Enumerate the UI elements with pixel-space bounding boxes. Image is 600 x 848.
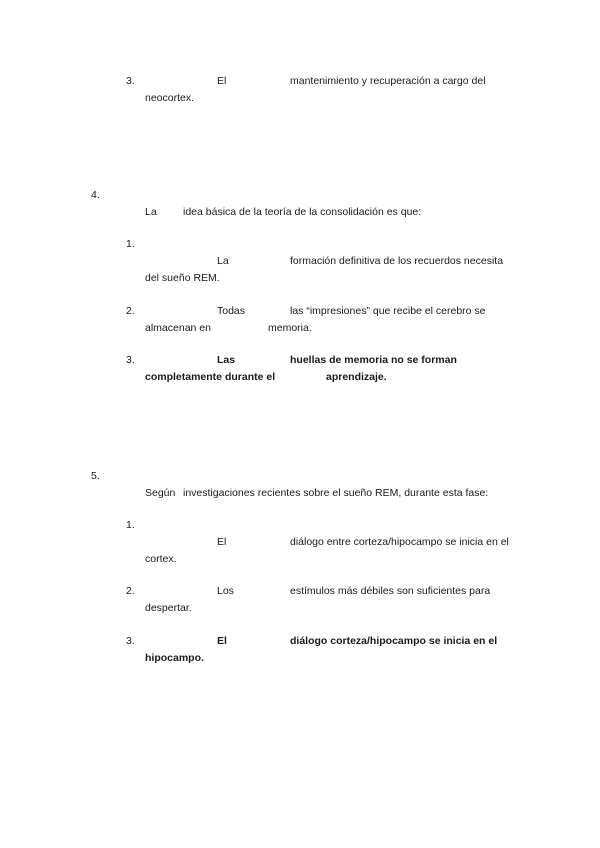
option-text-continued: del sueño REM. xyxy=(145,272,220,284)
option-text-continued-end: aprendizaje. xyxy=(326,371,387,383)
question-number: 4. xyxy=(91,189,100,201)
option-text: diálogo corteza/hipocampo se inicia en el xyxy=(290,635,498,647)
option-number: 1. xyxy=(126,238,135,250)
option-first-word: El xyxy=(217,75,227,87)
question-stem: idea básica de la teoría de la consolidación es que: xyxy=(183,206,422,218)
question-number: 5. xyxy=(91,470,100,482)
option-number: 2. xyxy=(126,305,135,317)
option-text-continued: almacenan en xyxy=(145,322,211,334)
option-number: 3. xyxy=(126,75,135,87)
option-text: mantenimiento y recuperación a cargo del xyxy=(290,75,486,87)
option-number: 3. xyxy=(126,635,135,647)
option-text: formación definitiva de los recuerdos necesita xyxy=(290,255,504,267)
option-number: 3. xyxy=(126,354,135,366)
option-first-word: El xyxy=(217,635,227,647)
option-number: 2. xyxy=(126,585,135,597)
option-first-word: La xyxy=(217,255,229,267)
option-text: las “impresiones” que recibe el cerebro se xyxy=(290,305,486,317)
option-text-continued: completamente durante el xyxy=(145,371,276,383)
question-stem-first-word: La xyxy=(145,206,157,218)
question-stem: investigaciones recientes sobre el sueño REM, durante esta fase: xyxy=(183,487,489,499)
option-text-continued: neocortex. xyxy=(145,92,195,104)
option-first-word: El xyxy=(217,536,227,548)
option-text: diálogo entre corteza/hipocampo se inicia en el xyxy=(290,536,509,548)
option-text: estímulos más débiles son suficientes para xyxy=(290,585,491,597)
option-first-word: Los xyxy=(217,585,234,597)
option-text-continued: despertar. xyxy=(145,602,192,614)
option-text-continued: cortex. xyxy=(145,553,177,565)
option-text-continued-end: memoria. xyxy=(268,322,312,334)
option-number: 1. xyxy=(126,519,135,531)
question-stem-first-word: Según xyxy=(145,487,176,499)
option-first-word: Las xyxy=(217,354,236,366)
option-text-continued: hipocampo. xyxy=(145,652,204,664)
option-first-word: Todas xyxy=(217,305,246,317)
option-text: huellas de memoria no se forman xyxy=(290,354,457,366)
